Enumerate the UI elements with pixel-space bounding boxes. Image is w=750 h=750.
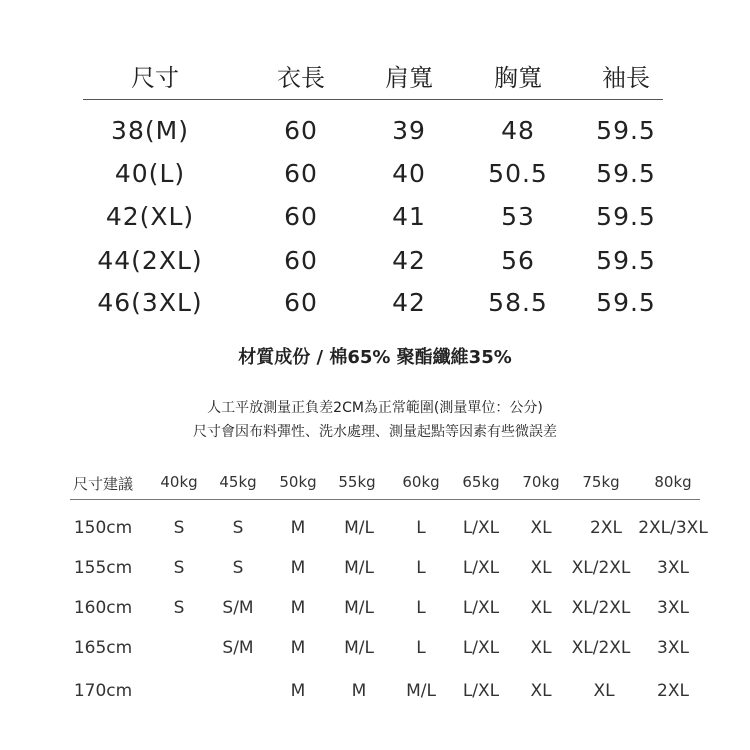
weight-header: 75kg (582, 473, 620, 491)
size-suggestion: XL (530, 558, 552, 578)
header-shoulder: 肩寬 (385, 64, 433, 92)
recommend-divider (70, 499, 700, 500)
size-suggestion: M/L (344, 598, 374, 618)
size-suggestion: S (232, 558, 244, 578)
height-label: 170cm (73, 681, 133, 701)
size-cell: 42 (392, 246, 426, 275)
size-suggestion: L/XL (462, 518, 500, 538)
weight-header: 70kg (522, 473, 560, 491)
size-suggestion: L/XL (462, 638, 500, 658)
header-chest: 胸寬 (494, 64, 542, 92)
size-cell: 42(XL) (105, 202, 195, 231)
height-label: 165cm (73, 638, 133, 658)
size-suggestion: L (416, 558, 426, 578)
recommend-header-label: 尺寸建議 (72, 475, 134, 493)
tolerance-note: 尺寸會因布料彈性、洗水處理、測量起點等因素有些微誤差 (193, 424, 557, 440)
header-length: 衣長 (277, 64, 325, 92)
size-suggestion: L/XL (462, 598, 500, 618)
size-suggestion: M (290, 518, 306, 538)
size-cell: 59.5 (596, 116, 656, 145)
size-suggestion: L/XL (462, 681, 500, 701)
size-suggestion: M (290, 638, 306, 658)
weight-header: 60kg (402, 473, 440, 491)
weight-header: 55kg (338, 473, 376, 491)
size-cell: 58.5 (488, 288, 548, 317)
size-suggestion: L (416, 518, 426, 538)
size-suggestion: L (416, 638, 426, 658)
size-suggestion: M/L (344, 518, 374, 538)
header-sleeve: 袖長 (602, 64, 650, 92)
size-suggestion: M (351, 681, 367, 701)
size-cell: 60 (284, 288, 318, 317)
size-cell: 46(3XL) (97, 288, 203, 317)
size-suggestion: 3XL (657, 638, 689, 658)
material-composition: 材質成份 / 棉65% 聚酯纖維35% (238, 347, 512, 368)
size-suggestion: M (290, 681, 306, 701)
size-cell: 59.5 (596, 288, 656, 317)
size-suggestion: L (416, 598, 426, 618)
size-cell: 60 (284, 159, 318, 188)
weight-header: 40kg (160, 473, 198, 491)
size-suggestion: 2XL (657, 681, 689, 701)
size-cell: 60 (284, 202, 318, 231)
size-suggestion: XL/2XL (571, 558, 631, 578)
size-suggestion: XL/2XL (571, 598, 631, 618)
size-suggestion: M/L (344, 638, 374, 658)
size-suggestion: S (173, 518, 185, 538)
size-cell: 60 (284, 116, 318, 145)
size-suggestion: M (290, 598, 306, 618)
size-cell: 53 (501, 202, 535, 231)
size-cell: 59.5 (596, 202, 656, 231)
size-cell: 50.5 (488, 159, 548, 188)
weight-header: 45kg (219, 473, 257, 491)
size-suggestion: XL (530, 518, 552, 538)
size-suggestion: S (173, 598, 185, 618)
height-label: 160cm (73, 598, 133, 618)
size-suggestion: S/M (222, 598, 254, 618)
header-size: 尺寸 (131, 64, 179, 92)
size-suggestion: S/M (222, 638, 254, 658)
size-suggestion: 3XL (657, 598, 689, 618)
height-label: 155cm (73, 558, 133, 578)
size-cell: 42 (392, 288, 426, 317)
size-cell: 39 (392, 116, 426, 145)
size-cell: 40(L) (114, 159, 186, 188)
header-divider (83, 99, 663, 100)
size-cell: 41 (392, 202, 426, 231)
size-suggestion: 2XL (590, 518, 622, 538)
height-label: 150cm (73, 518, 133, 538)
weight-header: 65kg (462, 473, 500, 491)
size-suggestion: XL (530, 638, 552, 658)
size-suggestion: XL (593, 681, 615, 701)
measurement-note: 人工平放測量正負差2CM為正常範圍(測量單位：公分) (207, 400, 543, 416)
size-suggestion: M/L (344, 558, 374, 578)
size-suggestion: S (173, 558, 185, 578)
size-suggestion: XL/2XL (571, 638, 631, 658)
weight-header: 80kg (654, 473, 692, 491)
size-cell: 59.5 (596, 159, 656, 188)
size-suggestion: XL (530, 598, 552, 618)
size-cell: 60 (284, 246, 318, 275)
size-cell: 38(M) (111, 116, 189, 145)
size-cell: 56 (501, 246, 535, 275)
weight-header: 50kg (279, 473, 317, 491)
size-suggestion: 2XL/3XL (638, 518, 708, 538)
size-cell: 40 (392, 159, 426, 188)
size-suggestion: S (232, 518, 244, 538)
size-suggestion: L/XL (462, 558, 500, 578)
size-suggestion: M/L (406, 681, 436, 701)
size-cell: 59.5 (596, 246, 656, 275)
size-suggestion: 3XL (657, 558, 689, 578)
size-cell: 44(2XL) (97, 246, 203, 275)
size-suggestion: M (290, 558, 306, 578)
size-suggestion: XL (530, 681, 552, 701)
size-cell: 48 (501, 116, 535, 145)
